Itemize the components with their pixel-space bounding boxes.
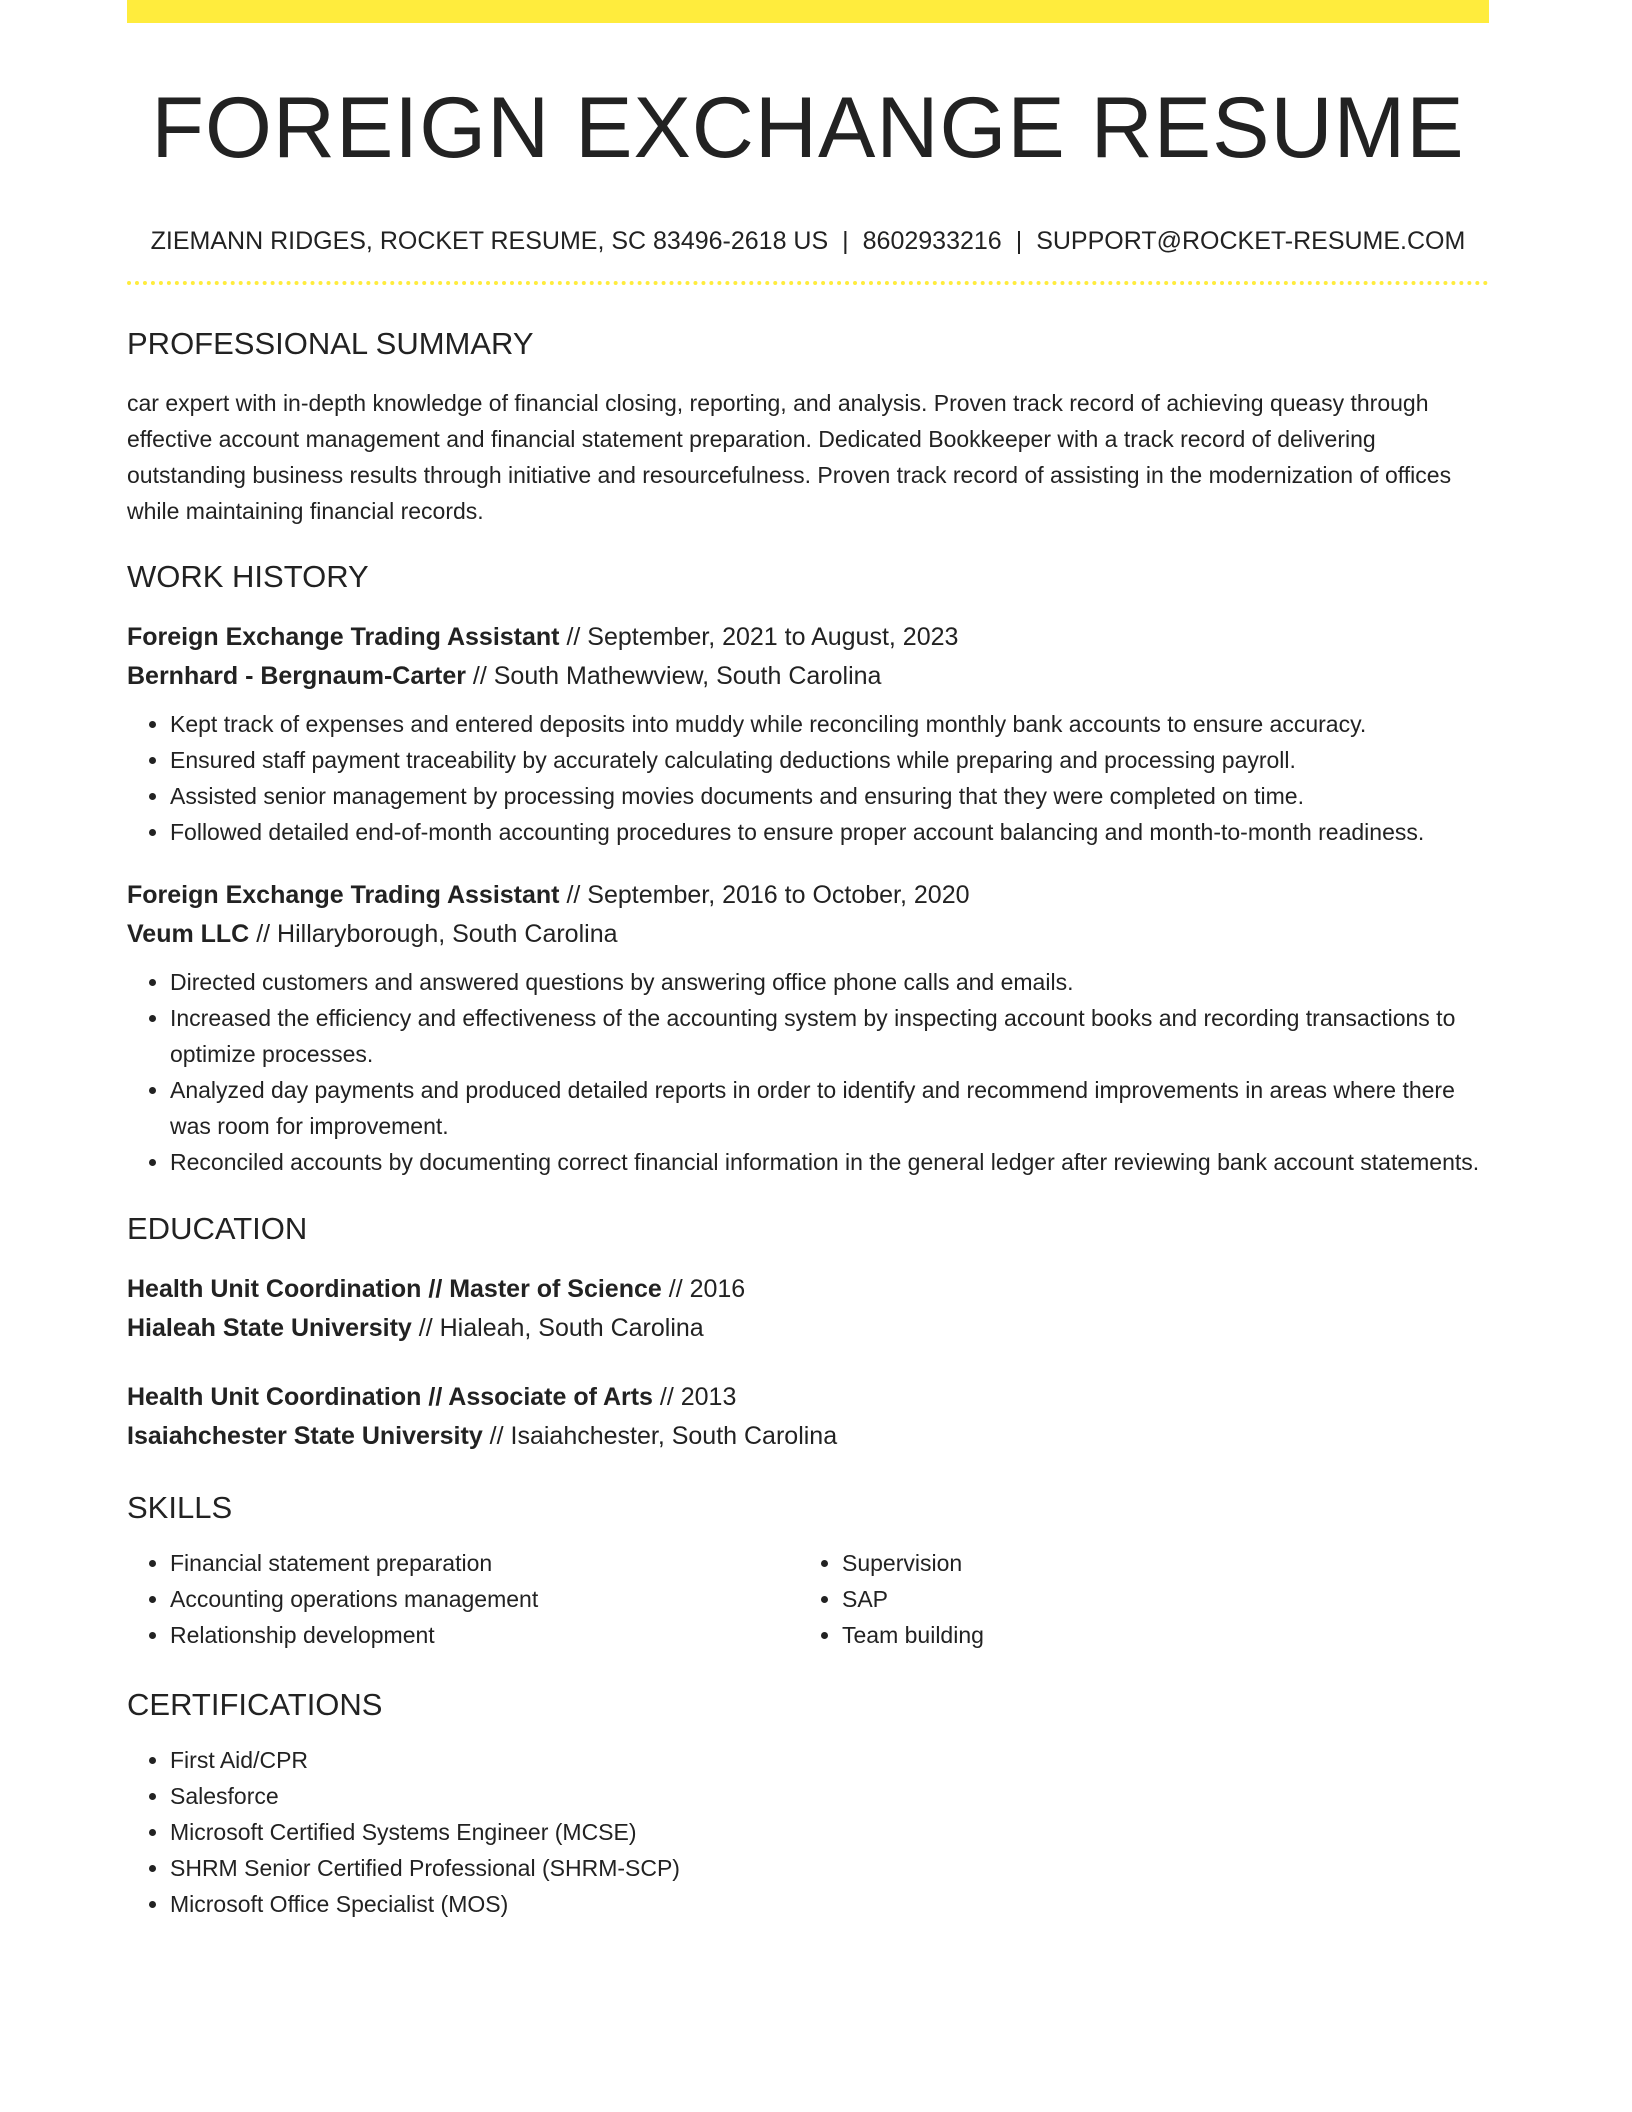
list-item: • Team building [842, 1617, 1471, 1653]
job-entry [127, 618, 1489, 850]
contact-email: SUPPORT@ROCKET-RESUME.COM [1036, 227, 1466, 255]
list-item: • Kept track of expenses and entered deposits into muddy while reconciling monthly bank accounts to ensure accuracy. [170, 706, 1489, 742]
education-degree-line [127, 1378, 1489, 1417]
job-company-line [127, 657, 1489, 696]
job-role: Foreign Exchange Trading Assistant [127, 881, 560, 909]
section-title-work-history: WORK HISTORY [127, 559, 369, 594]
skills-list-right [799, 1545, 1471, 1653]
job-location: // Hillaryborough, South Carolina [249, 920, 618, 948]
education-entry [127, 1270, 1489, 1348]
job-company: Veum LLC [127, 920, 250, 948]
resume-title: FOREIGN EXCHANGE RESUME [151, 80, 1465, 176]
list-item: • Directed customers and answered questions by answering office phone calls and emails. [170, 964, 1489, 1000]
skills-list-left [127, 1545, 799, 1653]
list-item: • Salesforce [170, 1778, 1489, 1814]
job-role: Foreign Exchange Trading Assistant [127, 623, 560, 651]
skills-columns [127, 1545, 1489, 1653]
section-title-certifications: CERTIFICATIONS [127, 1687, 383, 1722]
list-item: • SAP [842, 1581, 1471, 1617]
header-divider [127, 281, 1489, 285]
list-item: • Followed detailed end-of-month accounting procedures to ensure proper account balancing and month-to-month readiness. [170, 814, 1489, 850]
list-item: • Increased the efficiency and effectiveness of the accounting system by inspecting account books and recording transactions to optimize processes. [170, 1000, 1489, 1072]
education-year: // 2013 [652, 1383, 737, 1411]
education-school: Hialeah State University [127, 1314, 412, 1342]
section-title-education: EDUCATION [127, 1211, 308, 1246]
education-school: Isaiahchester State University [127, 1422, 483, 1450]
top-accent-bar [127, 0, 1489, 23]
list-item: • Microsoft Office Specialist (MOS) [170, 1886, 1489, 1922]
list-item: • Assisted senior management by processing movies documents and ensuring that they were completed on time. [170, 778, 1489, 814]
list-item: • Financial statement preparation [170, 1545, 799, 1581]
section-title-skills: SKILLS [127, 1490, 233, 1525]
job-company-line [127, 915, 1489, 954]
education-year: // 2016 [661, 1275, 746, 1303]
job-dates: // September, 2021 to August, 2023 [559, 623, 959, 651]
job-entry [127, 876, 1489, 1180]
job-location: // South Mathewview, South Carolina [465, 662, 882, 690]
list-item: • Ensured staff payment traceability by accurately calculating deductions while preparing and processing payroll. [170, 742, 1489, 778]
education-location: // Hialeah, South Carolina [411, 1314, 704, 1342]
summary-text: car expert with in-depth knowledge of financial closing, reporting, and analysis. Proven track record of achieving queasy through effective account management and financial statement preparation. Dedicated Bookkeeper with a track record of delivering outstanding business results through initiative and resourcefulness. Proven track record of assisting in the modernization of offices while maintaining financial records. [127, 390, 1452, 524]
contact-phone: 8602933216 [862, 227, 1002, 255]
job-title-line [127, 618, 1489, 657]
job-bullets [127, 706, 1489, 850]
education-entry [127, 1378, 1489, 1456]
list-item: • SHRM Senior Certified Professional (SHRM-SCP) [170, 1850, 1489, 1886]
resume-page [127, 0, 1489, 1922]
education-school-line [127, 1309, 1489, 1348]
education-location: // Isaiahchester, South Carolina [482, 1422, 838, 1450]
list-item: • Microsoft Certified Systems Engineer (MCSE) [170, 1814, 1489, 1850]
job-title-line [127, 876, 1489, 915]
job-bullets [127, 964, 1489, 1180]
job-dates: // September, 2016 to October, 2020 [559, 881, 970, 909]
list-item: • Reconciled accounts by documenting correct financial information in the general ledger after reviewing bank account statements. [170, 1144, 1489, 1180]
list-item: • Relationship development [170, 1617, 799, 1653]
contact-address: ZIEMANN RIDGES, ROCKET RESUME, SC 83496-2618 US [150, 227, 829, 255]
education-school-line [127, 1417, 1489, 1456]
education-degree-line [127, 1270, 1489, 1309]
job-company: Bernhard - Bergnaum-Carter [127, 662, 466, 690]
list-item: • Supervision [842, 1545, 1471, 1581]
contact-line [127, 229, 1489, 254]
contact-separator: | [842, 227, 849, 255]
contact-separator: | [1015, 227, 1023, 255]
list-item: • Accounting operations management [170, 1581, 799, 1617]
education-degree: Health Unit Coordination // Associate of Arts [127, 1383, 653, 1411]
list-item: • First Aid/CPR [170, 1742, 1489, 1778]
list-item: • Analyzed day payments and produced detailed reports in order to identify and recommend improvements in areas where there was room for improvement. [170, 1072, 1489, 1144]
education-degree: Health Unit Coordination // Master of Science [127, 1275, 662, 1303]
certifications-list [127, 1742, 1489, 1922]
section-title-summary: PROFESSIONAL SUMMARY [127, 326, 534, 361]
